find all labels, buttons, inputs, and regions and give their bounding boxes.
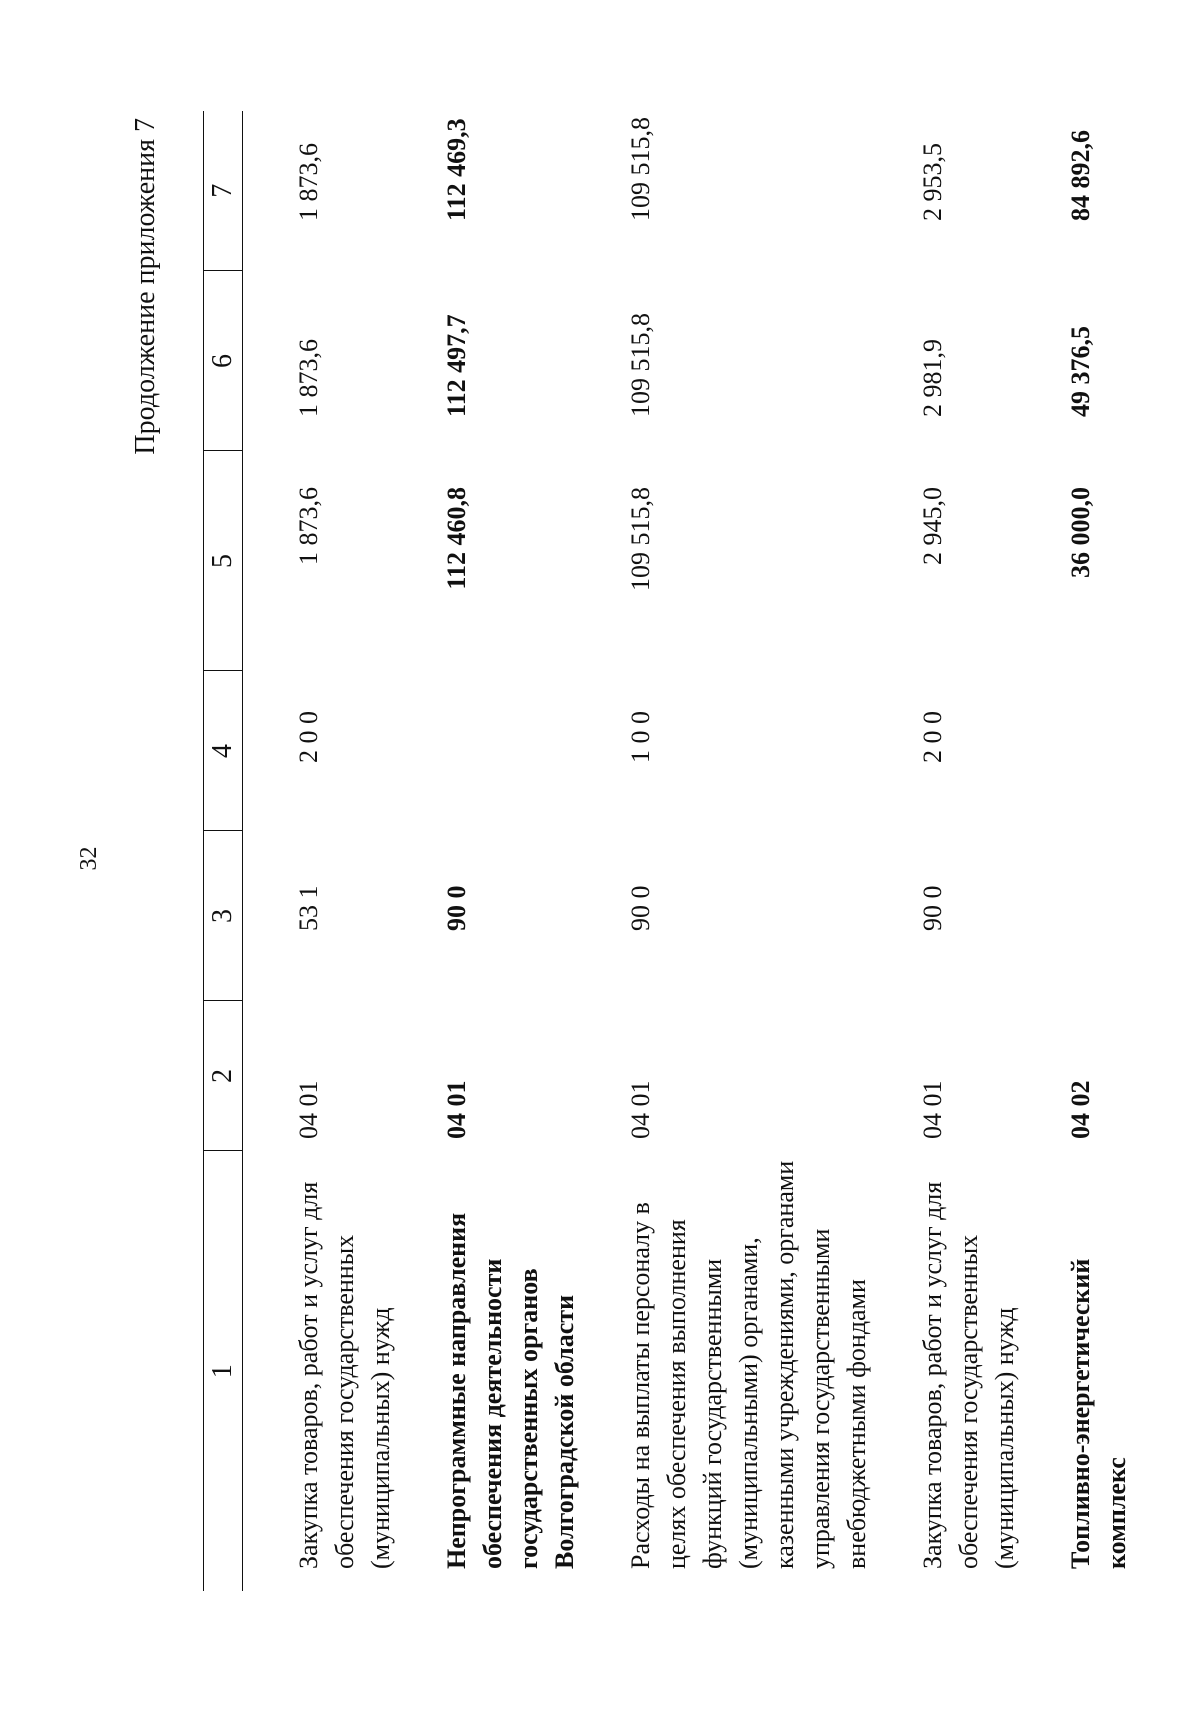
row-program-code [1063, 831, 1165, 1001]
row-section-code: 04 01 [442, 1080, 471, 1139]
row-program-code: 53 1 [294, 885, 323, 931]
row-value-7: 1 873,6 [294, 143, 323, 221]
table-row [623, 111, 875, 1591]
header-row [204, 111, 243, 1591]
row-value-5: 1 873,6 [294, 487, 323, 565]
row-section-code: 04 01 [918, 1080, 947, 1139]
row-description: Закупка товаров, работ и услуг для обеспечения государственных (муниципальных) нужд [294, 1181, 395, 1569]
row-value-5: 2 945,0 [918, 487, 947, 565]
row-value-5: 109 515,8 [626, 487, 655, 591]
row-value-7: 109 515,8 [626, 117, 655, 221]
row-program-code: 90 0 [918, 885, 947, 931]
table-row [243, 111, 400, 1591]
row-expense-type [1063, 671, 1165, 831]
col-header-7: 7 [204, 111, 243, 271]
page-number: 32 [76, 846, 102, 871]
col-header-4: 4 [204, 671, 243, 831]
row-value-6: 1 873,6 [294, 339, 323, 417]
col-header-3: 3 [204, 831, 243, 1001]
row-value-7: 84 892,6 [1066, 130, 1095, 221]
row-value-7: 2 953,5 [918, 143, 947, 221]
row-value-7: 112 469,3 [442, 118, 471, 221]
col-header-2: 2 [204, 1001, 243, 1151]
row-expense-type [439, 671, 583, 831]
col-header-1: 1 [204, 1151, 243, 1591]
row-description: Топливно-энергетический комплекс [1066, 1258, 1131, 1569]
row-value-6: 2 981,9 [918, 339, 947, 417]
row-program-code: 90 0 [442, 885, 471, 931]
table-row [439, 111, 583, 1591]
col-header-6: 6 [204, 271, 243, 451]
row-expense-type: 2 0 0 [294, 711, 323, 763]
continuation-title: Продолжение приложения 7 [130, 118, 161, 455]
row-value-6: 49 376,5 [1066, 326, 1095, 417]
row-value-6: 109 515,8 [626, 313, 655, 417]
row-description: Расходы на выплаты персоналу в целях обеспечения выполнения функций государственными (муниципальными) органами, казенными учреждениями, органами управления государственными внебюджетными фондами [626, 1160, 871, 1569]
row-description: Непрограммные направления обеспечения деятельности государственных органов Волгоградской области [442, 1212, 579, 1569]
row-expense-type: 1 0 0 [626, 711, 655, 763]
budget-table [203, 111, 1165, 1591]
row-section-code: 04 01 [626, 1080, 655, 1139]
row-expense-type: 2 0 0 [918, 711, 947, 763]
col-header-5: 5 [204, 451, 243, 671]
row-value-5: 36 000,0 [1066, 487, 1095, 578]
row-section-code: 04 01 [294, 1080, 323, 1139]
table-row [1063, 111, 1165, 1591]
table-row [915, 111, 1023, 1591]
row-value-5: 112 460,8 [442, 487, 471, 590]
row-program-code: 90 0 [626, 885, 655, 931]
row-section-code: 04 02 [1066, 1080, 1095, 1139]
row-description: Закупка товаров, работ и услуг для обеспечения государственных (муниципальных) нужд [918, 1181, 1019, 1569]
row-value-6: 112 497,7 [442, 314, 471, 417]
